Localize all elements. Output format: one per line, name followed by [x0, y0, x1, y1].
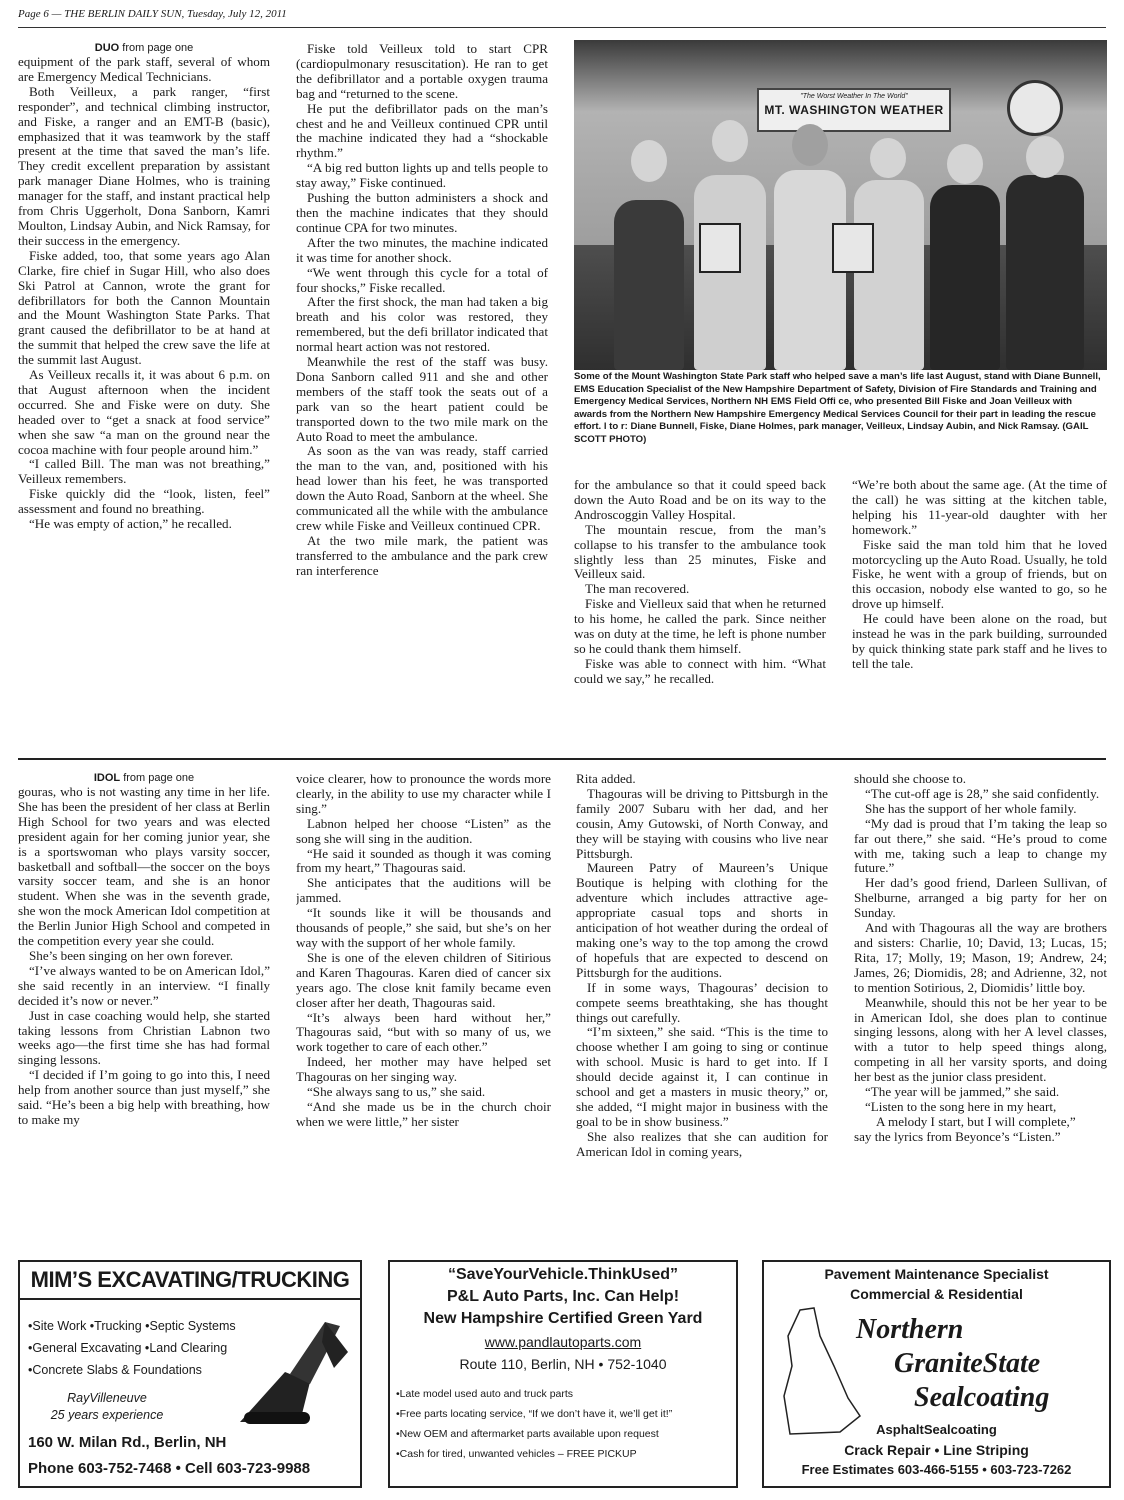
ad-ngs-specialty: Pavement Maintenance Specialist: [824, 1266, 1049, 1282]
ad-mims-services: •Concrete Slabs & Foundations: [28, 1363, 202, 1377]
award-plaque-icon: [832, 223, 874, 273]
paragraph: She has the support of her whole family.: [865, 800, 1077, 816]
staff-photo: [574, 40, 1107, 370]
paragraph: As Veilleux recalls it, it was about 6 p.m. on that August afternoon when the incident occurred. She and Fiske were on duty. She headed over to “get a snack at food service” when she saw “a man on the ground near the cocoa machine with four people around him.”: [18, 367, 270, 457]
paragraph: for the ambulance so that it could speed back down the Auto Road and be on its way to the Androscoggin Valley Hospital.: [574, 478, 826, 522]
ad-pl-bullet: •Late model used auto and truck parts: [396, 1388, 574, 1400]
paragraph: “It sounds like it will be thousands and thousands of people,” she said, but she’s on her way with the support of her whole family.: [296, 905, 551, 950]
ad-pl-url[interactable]: www.pandlautoparts.com: [484, 1334, 642, 1350]
paragraph: “She always sang to us,” she said.: [307, 1084, 486, 1100]
ad-ngs-name-1: Northern: [856, 1314, 964, 1345]
paragraph: equipment of the park staff, several of whom are Emergency Medical Technicians.: [18, 54, 270, 84]
idol-from: from page one: [120, 772, 195, 784]
paragraph: say the lyrics from Beyonce’s “Listen.”: [854, 1128, 1061, 1144]
paragraph: “He was empty of action,” he recalled.: [29, 516, 232, 532]
idol-slug: IDOL: [93, 772, 121, 784]
paragraph: Fiske was able to connect with him. “What could we say,” he recalled.: [574, 655, 826, 686]
header-rule: [18, 27, 1106, 28]
idol-column-1: [18, 772, 270, 1248]
ad-mims-services: •General Excavating •Land Clearing: [28, 1341, 228, 1355]
duo-column-3: [574, 478, 826, 748]
new-hampshire-map-icon: [770, 1306, 870, 1436]
paragraph: should she choose to.: [854, 772, 967, 786]
paragraph: She is one of the eleven children of Sitirious and Karen Thagouras. Karen died of cancer six years ago. The close knit family became even closer after her death, Thagouras said.: [296, 949, 551, 1010]
ad-mims-owner-name: RayVilleneuve: [67, 1391, 147, 1405]
lyric-line: A melody I start, but I will complete,”: [876, 1113, 1076, 1129]
paragraph: “The year will be jammed,” she said.: [865, 1084, 1060, 1100]
person-head: [631, 140, 667, 182]
paragraph: Maureen Patry of Maureen’s Unique Boutique is helping with clothing for the adventure which includes attractive age-appropriate casual tops and shorts in anticipation of hot weather during the ordeal of making one’s way to the top among the crowd of hopefuls that are expected to descend on Pittsburgh for the auditions.: [576, 860, 828, 980]
paragraph: Her dad’s good friend, Darleen Sullivan, of Shelburne, arranged a big party for her on Sunday.: [854, 875, 1107, 921]
paragraph: Just in case coaching would help, she started taking lessons from Christian Labnon two weeks ago—the first time she has had formal singing lessons.: [18, 1007, 270, 1068]
paragraph: Rita added.: [576, 772, 636, 786]
ad-mims-experience: 25 years experience: [50, 1408, 164, 1422]
paragraph: “And she made us be in the church choir when we were little,” her sister: [296, 1098, 551, 1129]
person-silhouette: [614, 200, 684, 370]
ad-ngs-name-3: Sealcoating: [914, 1382, 1050, 1413]
paragraph: Fiske and Vielleux said that when he returned to his home, he called the park. Since neither was on duty at the time, he left is phone number so he could thank them himself.: [574, 596, 826, 656]
paragraph: Labnon helped her choose “Listen” as the song she will sing in the audition.: [296, 815, 551, 846]
person-head: [870, 138, 906, 178]
paragraph: Both Veilleux, a park ranger, “first responder”, and technical climbing instructor, and Fiske, a ranger and an EMT-B (basic), emphasized that it was teamwork by the staff present at the time that saved the man’s life. They credit excellent preparation by assistant park manager Diane Holmes, who is training manager for the staff, and instant practical help from Chris Uggerholt, Dona Sanborn, Kamri Moulton, Lindsay Aubin, and Nick Ramsay, for their success in the emergency.: [18, 83, 270, 248]
paragraph: “We’re both about the same age. (At the time of the call) he was sitting at the kitchen table, helping his 11-year-old daughter with her homework.”: [852, 478, 1107, 537]
paragraph: “A big red button lights up and tells people to stay away,” Fiske continued.: [296, 160, 548, 191]
duo-column-4: [852, 478, 1107, 748]
duo-column-2: [296, 42, 548, 747]
paragraph: Fiske told Veilleux told to start CPR (cardiopulmonary resuscitation). He ran to get the defibrillator and a portable oxygen trauma bag and “returned to the scene.: [296, 42, 548, 101]
paragraph: voice clearer, how to pronounce the words more clearly, in the ability to use my character while I sing.”: [296, 772, 551, 816]
paragraph: She anticipates that the auditions will be jammed.: [296, 875, 551, 906]
paragraph: “My dad is proud that I’m taking the leap so far out there,” she said. “He’s proud to come with me, taking such a leap to change my future.”: [854, 815, 1107, 876]
person-silhouette: [1006, 175, 1084, 370]
award-plaque-icon: [699, 223, 741, 273]
ad-pl-auto-parts: [388, 1260, 738, 1488]
duo-slug: DUO: [94, 42, 120, 54]
ad-ngs-asphalt: AsphaltSealcoating: [876, 1422, 997, 1437]
weather-sign: [757, 88, 951, 132]
ad-mims-title: MIM’S EXCAVATING/TRUCKING: [20, 1262, 360, 1300]
ad-mims-address: 160 W. Milan Rd., Berlin, NH: [28, 1434, 227, 1451]
idol-column-3: [576, 772, 828, 1248]
ad-pl-bullet: •New OEM and aftermarket parts available upon request: [396, 1428, 659, 1440]
paragraph: “I’ve always wanted to be on American Idol,” she said recently in an interview. “I finally decided it’s now or never.”: [18, 962, 270, 1008]
ad-ngs-type: Commercial & Residential: [850, 1286, 1023, 1302]
paragraph: As soon as the van was ready, staff carried the man to the van, and, positioned with his head lower than his feet, he was transported down the Auto Road, Sanborn at the wheel. She communicated all the while with the ambulance crew while Fiske and Veilleux continued CPR.: [296, 443, 548, 533]
lyric-line: “Listen to the song here in my heart,: [865, 1098, 1057, 1114]
ad-pl-bullet: •Cash for tired, unwanted vehicles – FREE PICKUP: [396, 1448, 637, 1460]
paragraph: Pushing the button administers a shock and then the machine indicates that they should continue CPA for two minutes.: [296, 190, 548, 235]
paragraph: She also realizes that she can audition for American Idol in coming years,: [576, 1128, 828, 1159]
ad-northern-granite-state: [762, 1260, 1111, 1488]
ad-pl-name: P&L Auto Parts, Inc. Can Help!: [446, 1288, 680, 1305]
ad-ngs-name-2: GraniteState: [894, 1348, 1041, 1379]
person-silhouette: [930, 185, 1000, 370]
ad-pl-slogan: “SaveYourVehicle.ThinkUsed”: [447, 1266, 678, 1283]
paragraph: “I called Bill. The man was not breathing,” Veilleux remembers.: [18, 456, 270, 487]
story-divider: [18, 758, 1106, 760]
paragraph: gouras, who is not wasting any time in her life. She has been the president of her class at Berlin High School for two years and was elected president again for her coming junior year, she is a sportswoman who plays varsity soccer, basketball and softball—the soccer on the boys varsity soccer team, and she is an honor student. When she was in the seventh grade, she won the mock American Idol competition at the Berlin Junior High School and competed in the competition every year she could.: [18, 784, 270, 949]
person-head: [1026, 136, 1064, 178]
paragraph: He put the defibrillator pads on the man’s chest and he and Veilleux continued CPR until the machine indicated they had a “shockable rhythm.”: [296, 100, 548, 161]
paragraph: “It’s always been hard without her,” Thagouras said, “but with so many of us, we work together to care of each other.”: [296, 1009, 551, 1055]
person-head: [712, 120, 748, 162]
paragraph: “We went through this cycle for a total of four shocks,” Fiske recalled.: [296, 264, 548, 295]
paragraph: Fiske added, too, that some years ago Alan Clarke, fire chief in Sugar Hill, who also does Ski Patrol at Cannon, wrote the grant for defibrillators for both the Cannon Mountain and the Mount Washington State Parks. That grant caused the defibrillator to be at hand at the summit that helped the crew save the life at the summit last August.: [18, 247, 270, 368]
paragraph: Meanwhile, should this not be her year to be in American Idol, she does plan to continue singing lessons, along with her A level classes, with a tutor to help speed things along, competing in all her varsity sports, and doing her best as the junior class president.: [854, 994, 1107, 1085]
ad-pl-bullet: •Free parts locating service, “If we don’t have it, we’ll get it!”: [396, 1408, 673, 1420]
ad-ngs-services: Crack Repair • Line Striping: [844, 1442, 1029, 1458]
paragraph: If in some ways, Thagouras’ decision to compete seems breathtaking, she has thought things out carefully.: [576, 979, 828, 1025]
ad-mims-services: •Site Work •Trucking •Septic Systems: [28, 1319, 236, 1333]
ad-mims-phones: Phone 603-752-7468 • Cell 603-723-9988: [28, 1460, 311, 1477]
ad-mims-owner: [42, 1390, 172, 1424]
clock-icon: [1007, 80, 1063, 136]
duo-column-1: [18, 42, 270, 747]
idol-column-4: [854, 772, 1107, 1248]
paragraph: “I decided if I’m going to go into this, I need help from another source than just myself,” she said. “He’s been a big help with breathing, how to make my: [18, 1067, 270, 1127]
duo-from: from page one: [119, 42, 194, 54]
paragraph: At the two mile mark, the patient was transferred to the ambulance and the park crew ran interference: [296, 532, 548, 578]
person-silhouette: [854, 180, 924, 370]
person-head: [792, 124, 828, 166]
paragraph: She’s been singing on her own forever.: [29, 947, 234, 963]
paragraph: After the two minutes, the machine indicated it was time for another shock.: [296, 234, 548, 265]
photo-caption: Some of the Mount Washington State Park staff who helped save a man’s life last August, stand with Diane Bunnell, EMS Education Specialist of the New Hampshire Department of Safety, Division of Fire Standards and Training and Emergency Medical Services, Northern NH EMS Field Offi ce, who presented Bill Fiske and Joan Veilleux with awards from the Northern New Hampshire Emergency Medical Services Council for their part in leading the rescue effort. l to r: Diane Bunnell, Fiske, Diane Holmes, park manager, Veilleux, Lindsay Aubin, and Nick Ramsay. (GAIL SCOTT PHOTO): [574, 371, 1101, 445]
page-folio: Page 6 — THE BERLIN DAILY SUN, Tuesday, July 12, 2011: [18, 8, 287, 20]
paragraph: “The cut-off age is 28,” she said confidently.: [865, 785, 1100, 801]
sign-line-1: "The Worst Weather In The World": [800, 93, 908, 100]
paragraph: He could have been alone on the road, but instead he was in the park building, surrounded by quick thinking state park staff and he lives to tell the tale.: [852, 611, 1107, 671]
paragraph: Thagouras will be driving to Pittsburgh in the family 2007 Subaru with her dad, and her cousin, Amy Gutowski, of North Conway, and they will be staying with cousins who live near Pittsburgh.: [576, 785, 828, 861]
paragraph: “He said it sounded as though it was coming from my heart,” Thagouras said.: [296, 845, 551, 876]
ad-pl-cert: New Hampshire Certified Green Yard: [423, 1310, 703, 1327]
paragraph: “I’m sixteen,” she said. “This is the time to choose whether I am going to sing or continue with school. Music is hard to get into. If I should decide against it, I can continue in school and get a masters in music theory,” or, she added, “I might major in business with the goal to be in show business.”: [576, 1024, 828, 1129]
paragraph: Fiske said the man told him that he loved motorcycling up the Auto Road. Usually, he told Fiske, he went with a group of friends, but on this occasion, nobody else wanted to go, so he drove up himself.: [852, 536, 1107, 612]
excavator-icon: [230, 1312, 354, 1430]
paragraph: The man recovered.: [585, 581, 690, 597]
idol-column-2: [296, 772, 551, 1248]
paragraph: The mountain rescue, from the man’s collapse to his transfer to the ambulance took slightly less than 25 minutes, Fiske and Veilleux said.: [574, 521, 826, 582]
paragraph: After the first shock, the man had taken a big breath and his color was restored, they remembered, but the defi brillator indicated that normal heart action was not restored.: [296, 294, 548, 355]
ad-mims-excavating: [18, 1260, 362, 1488]
paragraph: And with Thagouras all the way are brothers and sisters: Charlie, 10; David, 13; Lucas, 15; Rita, 17; Molly, 19; Mason, 19; Andrew, 24; James, 26; Diomidis, 28; and Adrienne, 32, not to mention Sotirious, 2, Diomidis’ little boy.: [854, 920, 1107, 995]
ad-ngs-phones: Free Estimates 603-466-5155 • 603-723-7262: [801, 1462, 1072, 1477]
paragraph: Fiske quickly did the “look, listen, feel” assessment and found no breathing.: [18, 486, 270, 517]
person-head: [947, 144, 983, 184]
paragraph: Indeed, her mother may have helped set Thagouras on her singing way.: [296, 1054, 551, 1085]
sign-line-2: MT. WASHINGTON WEATHER: [764, 103, 944, 117]
ad-pl-route: Route 110, Berlin, NH • 752-1040: [459, 1356, 667, 1372]
paragraph: Meanwhile the rest of the staff was busy. Dona Sanborn called 911 and she and other members of the staff took the seats out of a park van so the heart patient could be transported down to the two mile mark on the Auto Road to meet the ambulance.: [296, 354, 548, 444]
